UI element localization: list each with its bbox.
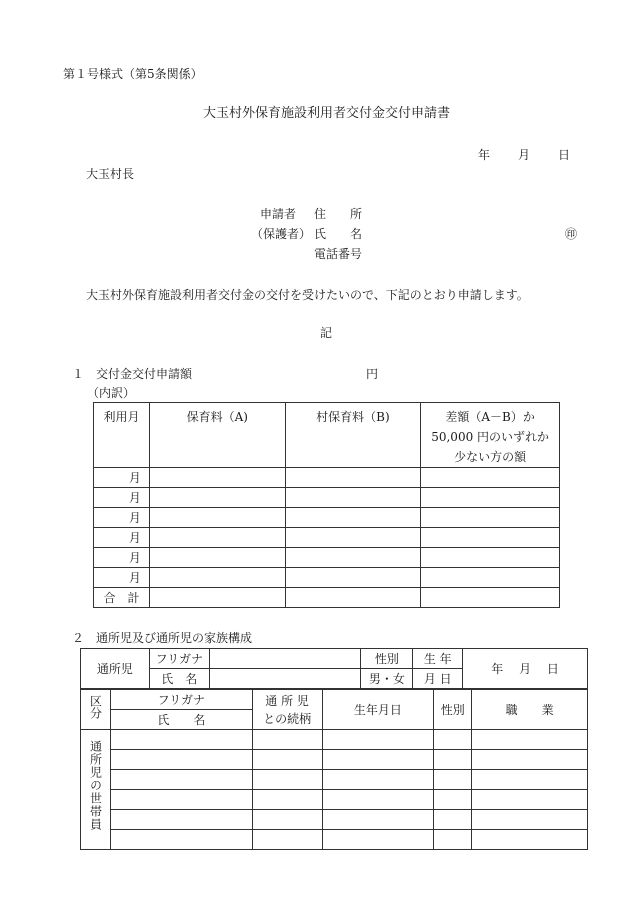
table-row [81, 770, 588, 790]
family-job-header: 職 業 [472, 690, 588, 730]
family-name-header: 氏 名 [110, 710, 252, 730]
family-gender-header: 性別 [434, 690, 472, 730]
family-kubun-header: 区分 [81, 690, 111, 730]
household-label: 通所児の世帯員 [81, 730, 111, 850]
table-row [81, 750, 588, 770]
applicant-label: 申請者 [260, 207, 297, 221]
table-row [81, 790, 588, 810]
breakdown-table [93, 402, 560, 608]
address-label: 住 所 [314, 207, 363, 221]
seal-mark: ㊞ [565, 227, 578, 241]
addressee: 大玉村長 [86, 167, 135, 181]
child-birth-value: 年 月 日 [463, 649, 588, 689]
table-row: 月 [94, 488, 560, 508]
ki-label: 記 [320, 326, 333, 340]
child-gender-options: 男・女 [361, 669, 413, 689]
date-day: 日 [558, 148, 571, 162]
family-table [80, 689, 588, 850]
date-year: 年 [478, 148, 491, 162]
page-title: 大玉村外保育施設利用者交付金交付申請書 [203, 106, 451, 121]
section2-label: 通所児及び通所児の家族構成 [96, 631, 253, 645]
family-birthdate-header: 生年月日 [322, 690, 434, 730]
header-fee-a: 保育料（A) [149, 403, 285, 468]
table-row [81, 830, 588, 850]
breakdown-label: （内訳） [87, 386, 136, 400]
child-furigana-label: フリガナ [149, 649, 209, 669]
child-info-table [80, 648, 588, 689]
table-row: 月 [94, 568, 560, 588]
table-row: 月 [94, 548, 560, 568]
section1-number: １ [72, 367, 85, 381]
child-label: 通所児 [81, 649, 150, 689]
section1-label: 交付金交付申請額 [96, 367, 193, 381]
header-month: 利用月 [94, 403, 150, 468]
child-birth-label-bottom: 月 日 [413, 669, 463, 689]
table-row [81, 730, 588, 750]
date-month: 月 [518, 148, 531, 162]
header-fee-b: 村保育料（B) [285, 403, 421, 468]
name-label: 氏 名 [314, 227, 363, 241]
table-row: 月 [94, 528, 560, 548]
total-row: 合 計 [94, 588, 560, 608]
form-number: 第１号様式（第5条関係） [63, 67, 203, 81]
guardian-label: （保護者） [251, 227, 312, 241]
child-birth-label-top: 生 年 [413, 649, 463, 669]
child-name-label: 氏 名 [149, 669, 209, 689]
child-gender-label: 性別 [361, 649, 413, 669]
section2-number: ２ [72, 631, 85, 645]
table-row: 月 [94, 468, 560, 488]
family-furigana-header: フリガナ [110, 690, 252, 710]
header-difference: 差額（A－B）か 50,000 円のいずれか 少ない方の額 [421, 403, 560, 468]
table-row [81, 810, 588, 830]
yen-label: 円 [366, 367, 379, 381]
body-text: 大玉村外保育施設利用者交付金の交付を受けたいので、下記のとおり申請します。 [86, 288, 529, 302]
phone-label: 電話番号 [314, 247, 363, 261]
family-relation-header: 通 所 児 との続柄 [252, 690, 322, 730]
breakdown-header-row [94, 403, 560, 468]
table-row: 月 [94, 508, 560, 528]
